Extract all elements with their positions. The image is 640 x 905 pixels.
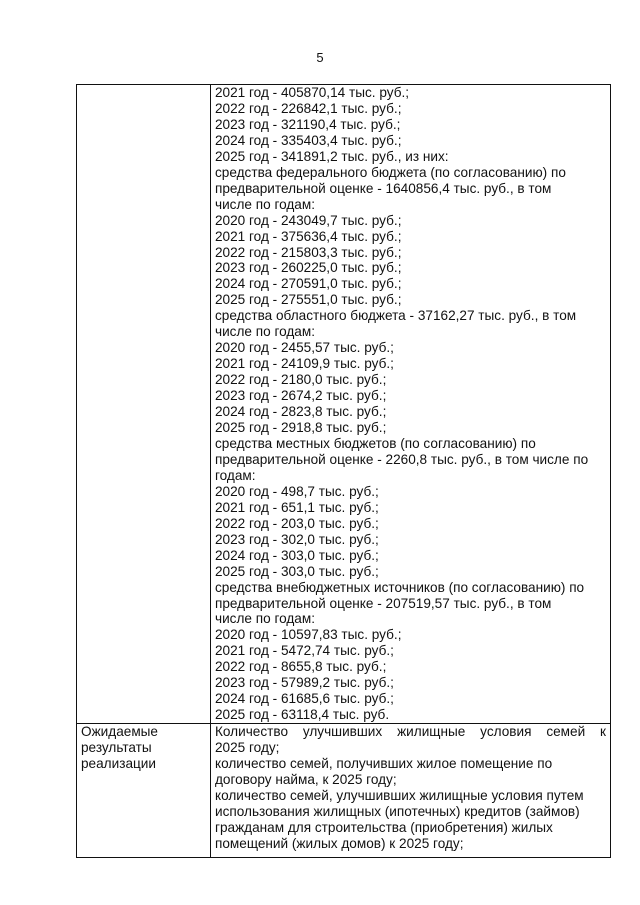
budget-line: 2021 год - 651,1 тыс. руб.;: [215, 499, 379, 515]
table-row-expected-results: [77, 724, 611, 858]
budget-line: числе по годам:: [215, 196, 315, 212]
budget-line: 2020 год - 243049,7 тыс. руб.;: [215, 212, 402, 228]
budget-line: 2023 год - 321190,4 тыс. руб.;: [215, 116, 401, 132]
budget-line: 2024 год - 270591,0 тыс. руб.;: [215, 276, 402, 292]
budget-line: 2021 год - 24109,9 тыс. руб.;: [215, 356, 394, 372]
budget-line: средства областного бюджета - 37162,27 тыс. руб., в том: [215, 308, 577, 324]
budget-line: 2021 год - 5472,74 тыс. руб.;: [215, 643, 394, 659]
budget-line: 2025 год - 303,0 тыс. руб.;: [215, 563, 379, 579]
budget-line: 2022 год - 203,0 тыс. руб.;: [215, 515, 379, 531]
budget-line: 2023 год - 302,0 тыс. руб.;: [215, 531, 379, 547]
budget-line: 2020 год - 2455,57 тыс. руб.;: [215, 340, 394, 356]
results-line: количество семей, улучшивших жилищные условия путем: [215, 787, 584, 803]
budget-line: средства федерального бюджета (по согласованию) по: [215, 164, 566, 180]
budget-line: числе по годам:: [215, 611, 315, 627]
budget-line: предварительной оценке - 207519,57 тыс. руб., в том: [215, 595, 552, 611]
results-line: использования жилищных (ипотечных) кредитов (займов): [215, 803, 580, 819]
budget-line: 2025 год - 341891,2 тыс. руб., из них:: [215, 148, 449, 164]
results-label-line: Ожидаемые: [81, 724, 158, 740]
results-line-text: Количество улучшивших жилищные условия семей к: [215, 724, 606, 740]
budget-line: 2022 год - 226842,1 тыс. руб.;: [215, 100, 402, 116]
results-line: договору найма, к 2025 году;: [215, 771, 397, 787]
budget-line: 2024 год - 2823,8 тыс. руб.;: [215, 404, 387, 420]
budget-line: годам:: [215, 467, 256, 483]
budget-line: 2024 год - 303,0 тыс. руб.;: [215, 547, 379, 563]
results-label-line: результаты: [81, 740, 152, 756]
table-row-budget: [77, 85, 611, 724]
results-content-cell: [211, 724, 611, 858]
budget-line: средства местных бюджетов (по согласованию) по: [215, 435, 536, 451]
page-number: 5: [316, 50, 324, 65]
budget-line: 2023 год - 57989,2 тыс. руб.;: [215, 675, 394, 691]
results-line: гражданам для строительства (приобретения) жилых: [215, 819, 553, 835]
budget-line: 2025 год - 63118,4 тыс. руб.: [215, 707, 390, 723]
budget-line: 2022 год - 2180,0 тыс. руб.;: [215, 372, 387, 388]
budget-line: средства внебюджетных источников (по согласованию) по: [215, 579, 585, 595]
passport-table: [76, 84, 611, 858]
budget-line: 2022 год - 215803,3 тыс. руб.;: [215, 244, 402, 260]
results-label-cell: [77, 724, 211, 858]
budget-line: 2024 год - 61685,6 тыс. руб.;: [215, 691, 394, 707]
budget-content-cell: [211, 85, 611, 724]
budget-line: 2024 год - 335403,4 тыс. руб.;: [215, 132, 402, 148]
budget-line: 2025 год - 2918,8 тыс. руб.;: [215, 420, 387, 436]
budget-line: предварительной оценке - 2260,8 тыс. руб., в том числе по: [215, 451, 589, 467]
budget-label-cell: [77, 85, 211, 724]
budget-line: 2021 год - 375636,4 тыс. руб.;: [215, 228, 402, 244]
budget-line: 2025 год - 275551,0 тыс. руб.;: [215, 292, 402, 308]
budget-line: 2020 год - 498,7 тыс. руб.;: [215, 483, 379, 499]
budget-line: 2021 год - 405870,14 тыс. руб.;: [215, 85, 410, 100]
results-line: количество семей, получивших жилое помещение по: [215, 756, 553, 772]
budget-line: 2023 год - 260225,0 тыс. руб.;: [215, 260, 402, 276]
budget-line: предварительной оценке - 1640856,4 тыс. руб., в том: [215, 180, 552, 196]
results-line: помещений (жилых домов) к 2025 году;: [215, 835, 464, 851]
budget-line: 2022 год - 8655,8 тыс. руб.;: [215, 659, 387, 675]
budget-line: числе по годам:: [215, 324, 315, 340]
budget-line: 2023 год - 2674,2 тыс. руб.;: [215, 388, 387, 404]
budget-line: 2020 год - 10597,83 тыс. руб.;: [215, 627, 402, 643]
results-line: [215, 724, 606, 740]
results-label-line: реализации: [81, 756, 156, 772]
results-line: 2025 году;: [215, 740, 280, 756]
